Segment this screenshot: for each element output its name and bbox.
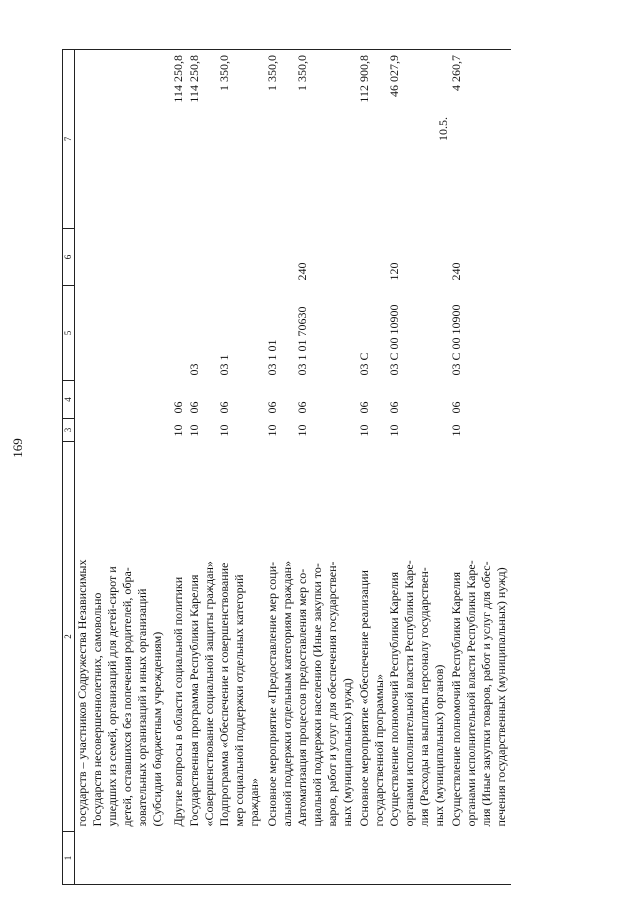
row-number-cell xyxy=(449,832,511,885)
section-cell: 10 xyxy=(386,424,401,437)
name-text: Осуществление полномочий Республики Карелия органами исполнительной власти Республики Каре- лия (Иные закупки товаров, работ и услуг для обес- печения государственных (муниципальных) нужд) xyxy=(448,560,508,827)
name-text: Осуществление полномочий Республики Карелия органами исполнительной власти Республики Каре- лия (Расходы на выплаты персоналу государствен- ных (муниципальных) органов) xyxy=(386,560,446,827)
name-cell xyxy=(187,442,217,832)
header-cell: 1 xyxy=(63,832,75,885)
row-number-cell xyxy=(387,832,449,885)
target-article-cell: 03 1 01 70630 xyxy=(294,306,309,376)
table-row xyxy=(387,50,449,885)
name-text: Автоматизация процессов предоставления мер со- циальной поддержки населению (Иные закупки то- варов, работ и услуг для обеспечения государствен- ных (муниципальных) нужд) xyxy=(294,561,354,827)
table-row xyxy=(265,50,295,885)
expense-type-cell xyxy=(187,229,217,286)
target-article-cell: 03 1 xyxy=(216,354,231,376)
name-text: Основное мероприятие «Предоставление мер соци- альной поддержки отдельным категориям граждан» xyxy=(264,560,294,827)
target-article-cell: 03 С xyxy=(356,352,371,376)
table-row xyxy=(75,50,171,885)
row-number-cell xyxy=(75,832,171,885)
subsection-cell: 06 xyxy=(448,401,463,414)
subsection-cell xyxy=(75,381,171,419)
amount-cell: 1 350,0 xyxy=(265,50,295,229)
expense-type-cell xyxy=(265,229,295,286)
amount-cell xyxy=(75,50,171,229)
name-text: Государственная программа Республики Карелия «Совершенствование социальной защиты граждан» xyxy=(186,561,216,827)
table-row xyxy=(171,50,187,885)
target-article-cell: 03 С 00 10900 xyxy=(448,304,463,376)
name-cell xyxy=(295,442,357,832)
amount-cell: 4 260,7 xyxy=(449,50,511,229)
row-number-cell xyxy=(295,832,357,885)
header-cell: 6 xyxy=(63,229,75,286)
target-article-cell xyxy=(75,286,171,381)
section-cell: 10 xyxy=(186,424,201,437)
row-number: 10.5. xyxy=(436,117,450,141)
expense-type-cell xyxy=(217,229,265,286)
amount-cell: 114 250,8 xyxy=(171,50,187,229)
subsection-cell: 06 xyxy=(216,401,231,414)
expense-type-cell: 240 xyxy=(294,262,309,281)
amount-cell: 114 250,8 xyxy=(187,50,217,229)
name-text: Основное мероприятие «Обеспечение реализации государственной программы» xyxy=(356,570,386,827)
target-article-cell xyxy=(171,286,187,381)
table-row xyxy=(217,50,265,885)
subsection-cell: 06 xyxy=(264,401,279,414)
header-cell: 5 xyxy=(63,286,75,381)
header-cell: 7 xyxy=(63,50,75,229)
name-cell xyxy=(387,442,449,832)
name-cell xyxy=(217,442,265,832)
name-text: государств – участников Содружества Независимых Государств несовершеннолетних, самовольно ушедших из семей, организаций для детей-сирот и детей, оставшихся без попечения родителей, обра- зовательных организаций и иных организаций (Субсидии бюджетным учреждениям) xyxy=(75,559,164,827)
expense-type-cell: 120 xyxy=(386,262,401,281)
amount-cell: 46 027,9 xyxy=(387,50,449,229)
page-number: 169 xyxy=(10,438,25,458)
budget-table xyxy=(62,49,511,885)
amount-cell: 1 350,0 xyxy=(295,50,357,229)
row-number-cell xyxy=(187,832,217,885)
subsection-cell: 06 xyxy=(356,401,371,414)
section-cell: 10 xyxy=(264,424,279,437)
name-cell xyxy=(357,442,387,832)
row-number-cell xyxy=(217,832,265,885)
expense-type-cell: 240 xyxy=(448,262,463,281)
name-cell xyxy=(171,442,187,832)
section-cell: 10 xyxy=(448,424,463,437)
subsection-cell: 06 xyxy=(386,401,401,414)
section-cell: 10 xyxy=(170,424,185,437)
subsection-cell: 06 xyxy=(186,401,201,414)
name-cell xyxy=(449,442,511,832)
subsection-cell: 06 xyxy=(170,401,185,414)
name-cell xyxy=(75,442,171,832)
table-row xyxy=(295,50,357,885)
header-cell: 2 xyxy=(63,442,75,832)
section-cell: 10 xyxy=(216,424,231,437)
expense-type-cell xyxy=(171,229,187,286)
header-cell: 4 xyxy=(63,381,75,419)
expense-type-cell xyxy=(357,229,387,286)
table-row xyxy=(449,50,511,885)
section-cell: 10 xyxy=(356,424,371,437)
row-number-cell xyxy=(265,832,295,885)
name-cell xyxy=(265,442,295,832)
table-row xyxy=(187,50,217,885)
name-text: Подпрограмма «Обеспечение и совершенствование мер социальной поддержки отдельных категорий граждан» xyxy=(216,562,261,827)
row-number-cell xyxy=(171,832,187,885)
target-article-cell: 03 xyxy=(186,363,201,376)
target-article-cell: 03 С 00 10900 xyxy=(386,304,401,376)
table-row xyxy=(357,50,387,885)
name-text: Другие вопросы в области социальной политики xyxy=(170,576,185,827)
expense-type-cell xyxy=(75,229,171,286)
row-number-cell xyxy=(357,832,387,885)
amount-cell: 1 350,0 xyxy=(217,50,265,229)
header-cell: 3 xyxy=(63,419,75,442)
section-cell: 10 xyxy=(294,424,309,437)
amount-cell: 112 900,8 xyxy=(357,50,387,229)
subsection-cell: 06 xyxy=(294,401,309,414)
header-row xyxy=(63,50,75,885)
section-cell xyxy=(75,419,171,442)
target-article-cell: 03 1 01 xyxy=(264,339,279,376)
